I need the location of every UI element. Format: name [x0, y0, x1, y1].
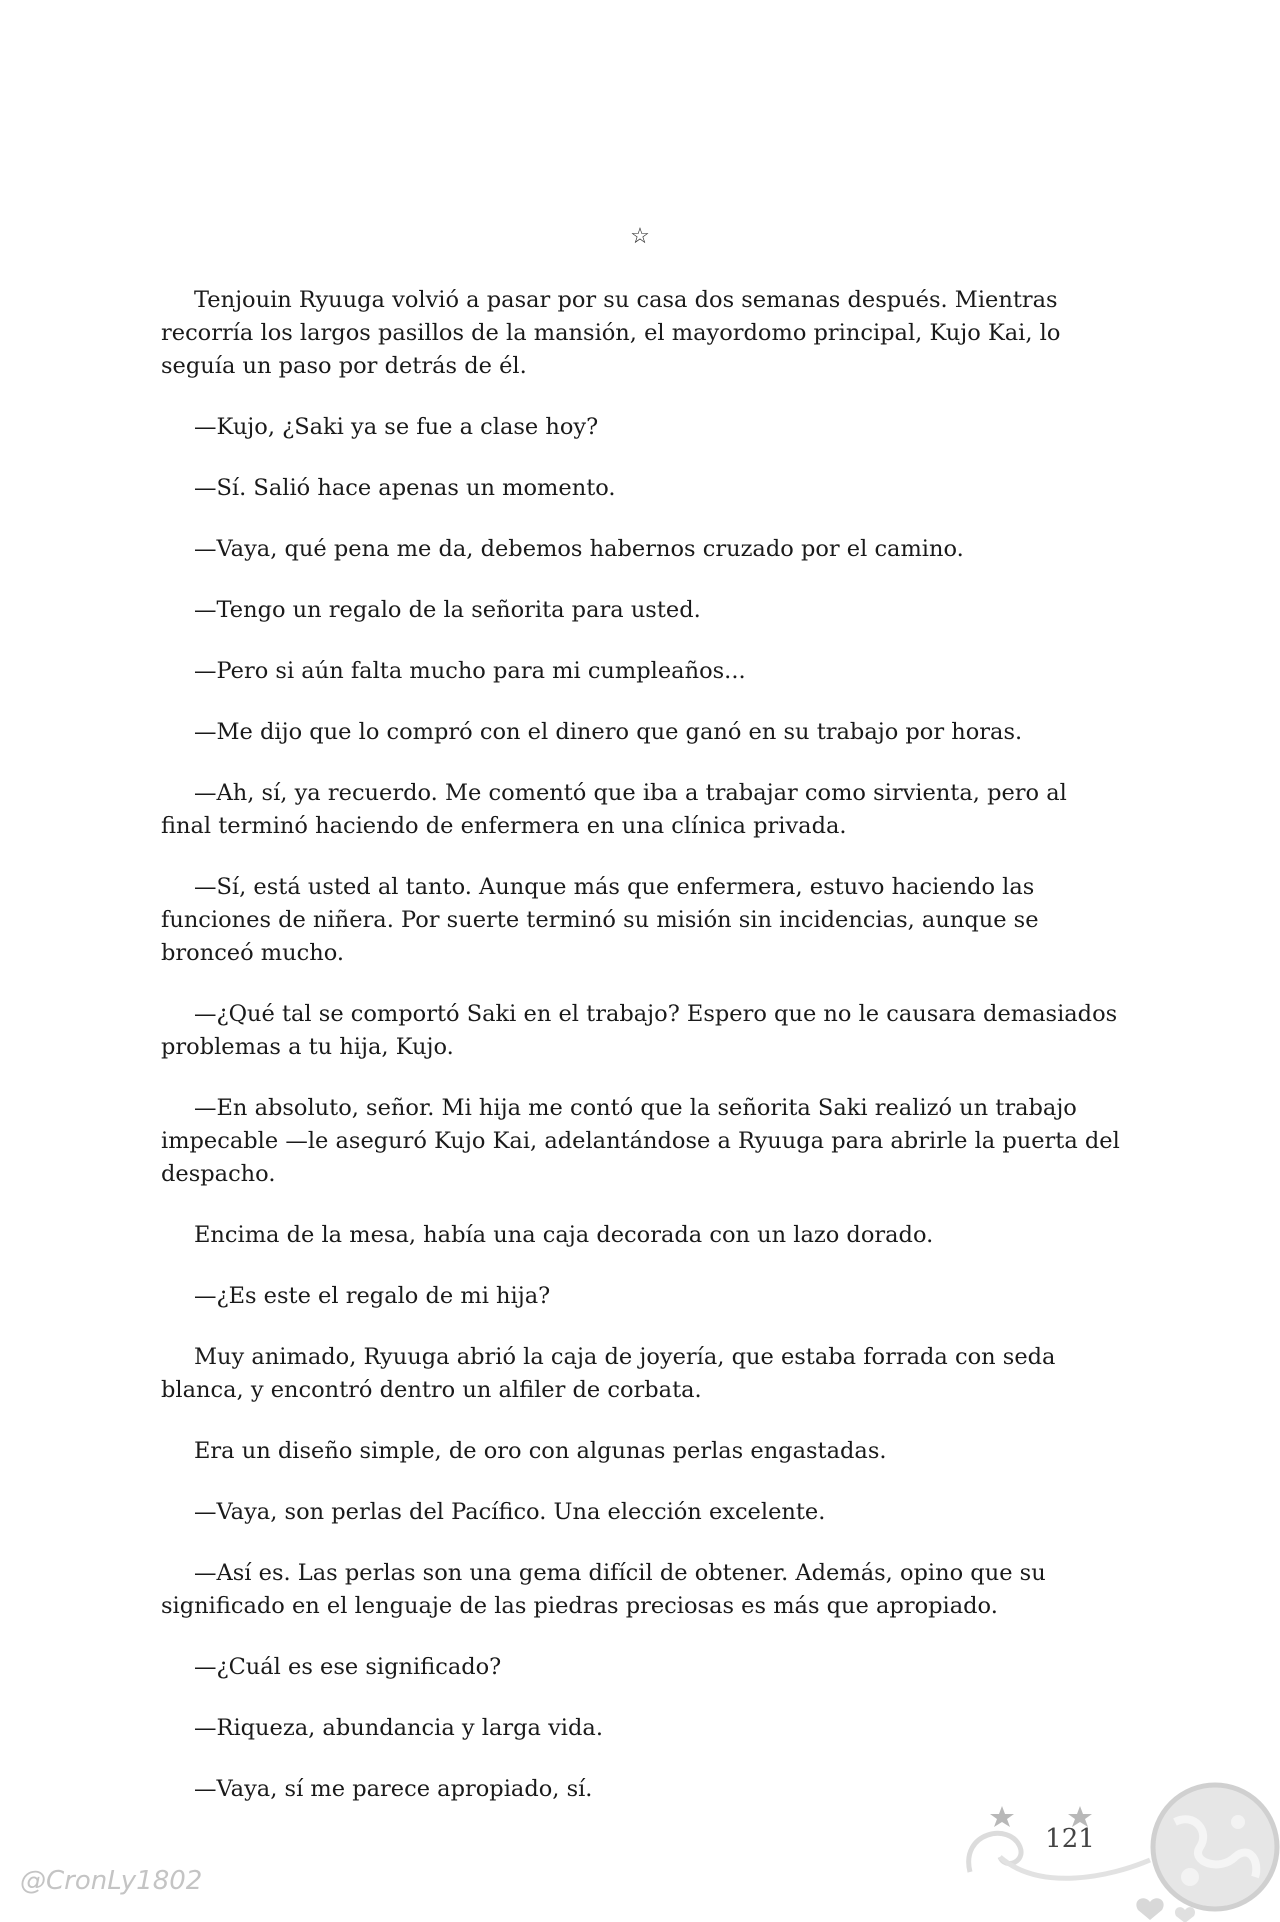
paragraph: Tenjouin Ryuuga volvió a pasar por su casa dos semanas después. Mientras recorría los largos pasillos de la mansión, el mayordomo principal, Kujo Kai, lo seguía un paso por detrás de él. — [161, 287, 1061, 379]
paragraph: —Sí, está usted al tanto. Aunque más que enfermera, estuvo haciendo las funciones de niñera. Por suerte terminó su misión sin incidencias, aunque se bronceó mucho. — [161, 874, 1039, 966]
paragraph: —Ah, sí, ya recuerdo. Me comentó que iba a trabajar como sirvienta, pero al final terminó haciendo de enfermera en una clínica privada. — [161, 780, 1067, 839]
body-text — [161, 284, 1121, 1834]
paragraph: —Vaya, son perlas del Pacífico. Una elección excelente. — [194, 1499, 826, 1525]
paragraph: —Vaya, sí me parece apropiado, sí. — [194, 1776, 593, 1802]
paragraph: —Sí. Salió hace apenas un momento. — [194, 475, 616, 501]
paragraph: Encima de la mesa, había una caja decorada con un lazo dorado. — [194, 1222, 934, 1248]
paragraph: —Riqueza, abundancia y larga vida. — [194, 1715, 603, 1741]
watermark: @CronLy1802 — [20, 1866, 203, 1896]
paragraph: —Vaya, qué pena me da, debemos habernos cruzado por el camino. — [194, 536, 964, 562]
paragraph: —En absoluto, señor. Mi hija me contó que la señorita Saki realizó un trabajo impecable —le aseguró Kujo Kai, adelantándose a Ryuuga para abrirle la puerta del despacho. — [161, 1095, 1120, 1187]
scene-separator-star: ☆ — [630, 224, 650, 249]
moon-stars-ornament-icon — [960, 1752, 1280, 1922]
paragraph: —¿Qué tal se comportó Saki en el trabajo? Espero que no le causara demasiados problemas a tu hija, Kujo. — [161, 1001, 1118, 1060]
paragraph: —Pero si aún falta mucho para mi cumpleaños... — [194, 658, 746, 684]
paragraph: —Kujo, ¿Saki ya se fue a clase hoy? — [194, 414, 599, 440]
paragraph: Era un diseño simple, de oro con algunas perlas engastadas. — [194, 1438, 887, 1464]
paragraph: —Tengo un regalo de la señorita para usted. — [194, 597, 701, 623]
paragraph: Muy animado, Ryuuga abrió la caja de joyería, que estaba forrada con seda blanca, y encontró dentro un alfiler de corbata. — [161, 1344, 1056, 1403]
paragraph: —Así es. Las perlas son una gema difícil de obtener. Además, opino que su significado en el lenguaje de las piedras preciosas es más que apropiado. — [161, 1560, 1046, 1619]
paragraph: —Me dijo que lo compró con el dinero que ganó en su trabajo por horas. — [194, 719, 1023, 745]
paragraph: —¿Cuál es ese significado? — [194, 1654, 502, 1680]
paragraph: —¿Es este el regalo de mi hija? — [194, 1283, 551, 1309]
page-number: 121 — [1045, 1824, 1095, 1854]
